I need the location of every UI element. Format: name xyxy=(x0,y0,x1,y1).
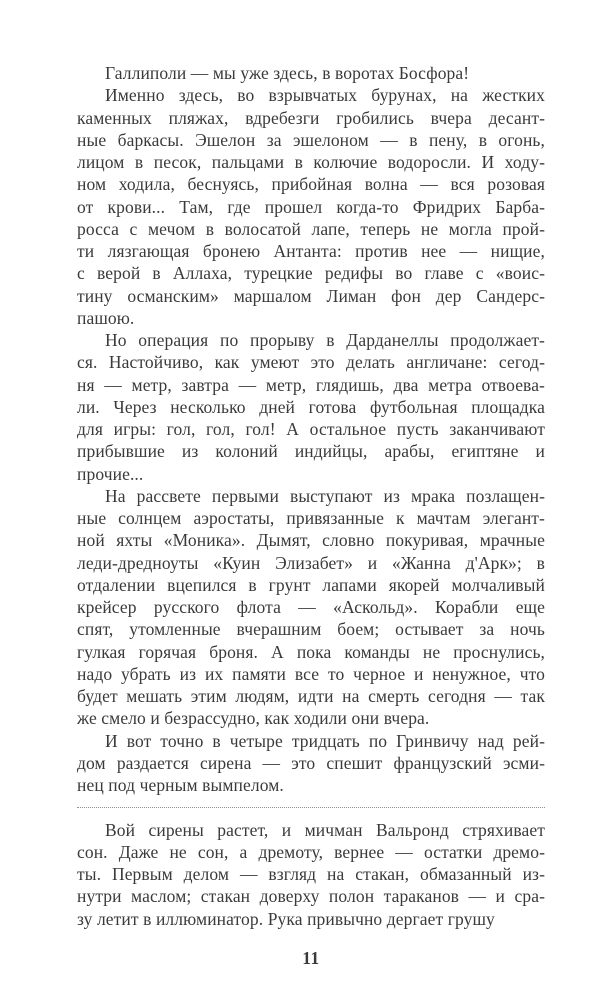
text-line: гулкая горячая броня. А пока команды не проснулись, xyxy=(77,641,545,662)
text-line: прочие... xyxy=(77,463,144,484)
text-line: ты. Первым делом — взгляд на стакан, обмазанный из- xyxy=(77,864,545,884)
text-line: каменных пляжах, вдребезги гробились вчера десант- xyxy=(77,107,545,128)
text-line: будет мешать этим людям, идти на смерть сегодня — так xyxy=(77,686,545,706)
text-line: И вот точно в четыре тридцать по Гринвичу над рей- xyxy=(105,730,545,751)
text-line: отдалении вцепился в грунт лапами якорей молчаливый xyxy=(77,574,545,595)
text-block xyxy=(77,62,545,969)
text-line: для игры: гол, гол, гол! А остальное пусть заканчивают xyxy=(77,419,545,439)
text-line: Галлиполи — мы уже здесь, в воротах Босфора! xyxy=(105,63,470,83)
text-line: пашою. xyxy=(77,307,135,328)
paragraph xyxy=(77,730,545,797)
text-line: ные солнцем аэростаты, привязанные к мачтам элегант- xyxy=(77,508,545,528)
paragraph xyxy=(77,329,545,485)
text-line: лицом в песок, пальцами в колючие водоросли. И ходу- xyxy=(77,152,545,172)
text-line: крейсер русского флота — «Аскольд». Корабли еще xyxy=(77,597,545,617)
text-line: нец под черным вымпелом. xyxy=(77,775,284,795)
text-line: спят, утомленные вчерашним боем; остывает за ночь xyxy=(77,619,545,640)
paragraph xyxy=(77,84,545,329)
text-line: леди-дредноуты «Куин Элизабет» и «Жанна д'Арк»; в xyxy=(77,552,545,573)
text-line: же смело и безрассудно, как ходили они вчера. xyxy=(77,708,430,729)
text-line: На рассвете первыми выступают из мрака позлащен- xyxy=(105,485,545,506)
text-line: нутри маслом; стакан доверху полон тараканов — и сра- xyxy=(77,886,545,907)
text-line: с верой в Аллаха, турецкие редифы во главе с «воис- xyxy=(77,263,545,284)
section-separator xyxy=(77,796,545,818)
text-line: Именно здесь, во взрывчатых бурунах, на жестких xyxy=(105,85,545,106)
text-line: ня — метр, завтра — метр, глядишь, два метра отвоева- xyxy=(77,374,545,395)
text-line: ли. Через несколько дней готова футбольная площадка xyxy=(77,396,545,417)
paragraph xyxy=(77,62,545,84)
text-line: росса с мечом в волосатой лапе, теперь не могла прой- xyxy=(77,218,545,239)
text-line: ся. Настойчиво, как умеют это делать англичане: сегод- xyxy=(77,352,545,373)
text-line: от крови... Там, где прошел когда-то Фридрих Барба- xyxy=(77,196,545,217)
text-line: ной яхты «Моника». Дымят, словно покуривая, мрачные xyxy=(77,530,545,551)
text-line: Вой сирены растет, и мичман Вальронд стряхивает xyxy=(105,819,545,840)
page-number: 11 xyxy=(302,947,320,968)
text-line: прибывшие из колоний индийцы, арабы, египтяне и xyxy=(77,441,545,462)
paragraph xyxy=(77,485,545,730)
dotted-rule xyxy=(77,807,545,808)
paragraph xyxy=(77,819,545,930)
text-line: надо убрать из их памяти все то черное и ненужное, что xyxy=(77,663,545,684)
text-line: тину османским» маршалом Лиман фон дер Сандерс- xyxy=(77,285,545,306)
text-line: ные баркасы. Эшелон за эшелоном — в пену, в огонь, xyxy=(77,129,545,150)
text-line: зу летит в иллюминатор. Рука привычно дергает грушу xyxy=(77,908,495,929)
text-line: ном ходила, беснуясь, прибойная волна — вся розовая xyxy=(77,174,545,195)
text-line: сон. Даже не сон, а дремоту, вернее — остатки дремо- xyxy=(77,841,545,862)
text-line: дом раздается сирена — это спешит французский эсми- xyxy=(77,752,545,773)
text-line: ти лязгающая бронею Антанта: против нее — нищие, xyxy=(77,241,545,261)
text-line: Но операция по прорыву в Дарданеллы продолжает- xyxy=(105,330,545,350)
